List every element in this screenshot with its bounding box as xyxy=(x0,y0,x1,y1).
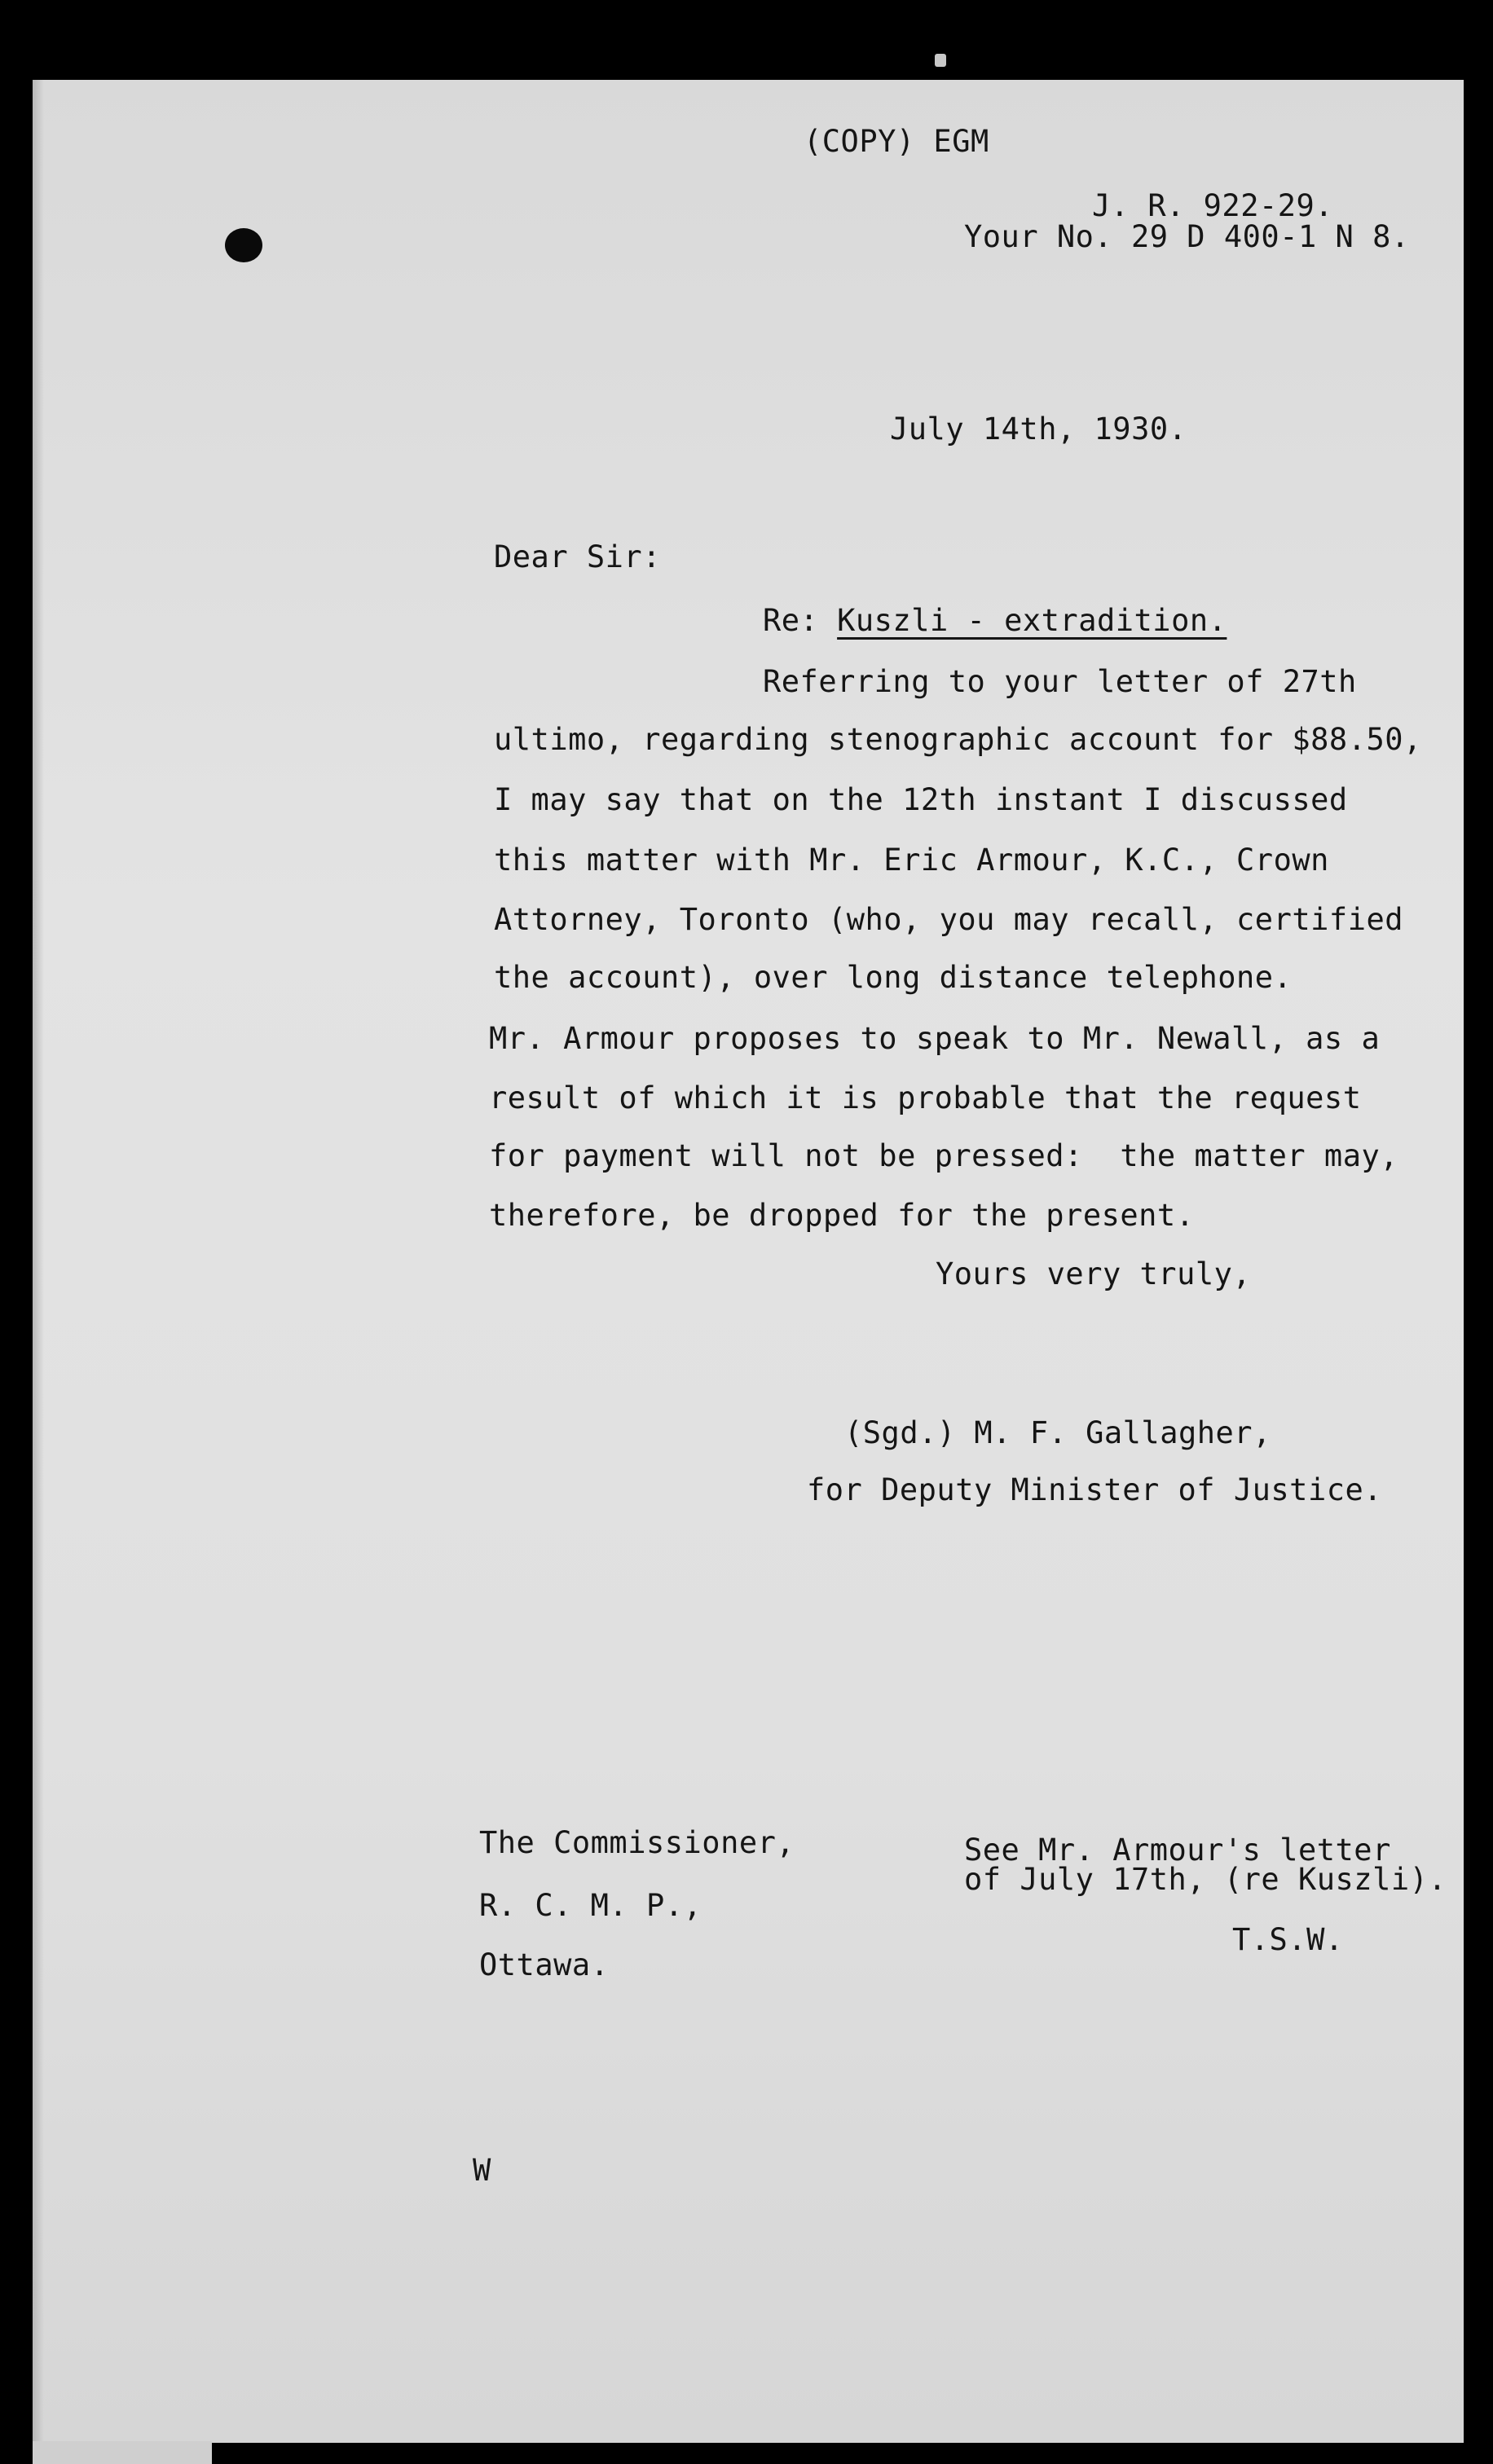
body-line: I may say that on the 12th instant I discussed xyxy=(494,782,1348,817)
body-line: the account), over long distance telephone. xyxy=(494,960,1293,995)
body-line: result of which it is probable that the request xyxy=(489,1080,1362,1115)
your-number: Your No. 29 D 400-1 N 8. xyxy=(964,219,1410,254)
note-line: of July 17th, (re Kuszli). xyxy=(964,1862,1447,1897)
closing: Yours very truly, xyxy=(936,1256,1252,1291)
body-line: Referring to your letter of 27th xyxy=(763,664,1357,699)
note-line: See Mr. Armour's letter xyxy=(964,1833,1391,1868)
reference-number: J. R. 922-29. xyxy=(1092,188,1334,223)
body-line: this matter with Mr. Eric Armour, K.C., Crown xyxy=(494,843,1329,878)
salutation: Dear Sir: xyxy=(494,539,661,574)
signature-title: for Deputy Minister of Justice. xyxy=(807,1472,1383,1507)
copy-mark: (COPY) EGM xyxy=(804,124,989,159)
letter-date: July 14th, 1930. xyxy=(890,411,1187,447)
body-line: ultimo, regarding stenographic account for $88.50, xyxy=(494,722,1422,757)
body-line: therefore, be dropped for the present. xyxy=(489,1198,1195,1233)
addressee-line: Ottawa. xyxy=(479,1947,610,1982)
subject-line xyxy=(763,605,1227,636)
body-line: for payment will not be pressed: the matter may, xyxy=(489,1138,1399,1173)
addressee-line: The Commissioner, xyxy=(479,1825,795,1860)
body-line: Mr. Armour proposes to speak to Mr. Newall, as a xyxy=(489,1021,1381,1056)
scan-speck xyxy=(935,54,946,67)
subject-prefix: Re: xyxy=(763,603,838,638)
typist-initial: W xyxy=(473,2153,491,2188)
body-line: Attorney, Toronto (who, you may recall, certified xyxy=(494,902,1404,937)
addressee-line: R. C. M. P., xyxy=(479,1888,702,1923)
punch-hole xyxy=(225,228,262,262)
corner-tab xyxy=(33,2441,212,2464)
paper-edge xyxy=(33,80,44,2443)
subject-text: Kuszli - extradition. xyxy=(837,603,1227,638)
signature: (Sgd.) M. F. Gallagher, xyxy=(844,1415,1271,1450)
note-initials: T.S.W. xyxy=(1232,1922,1344,1957)
